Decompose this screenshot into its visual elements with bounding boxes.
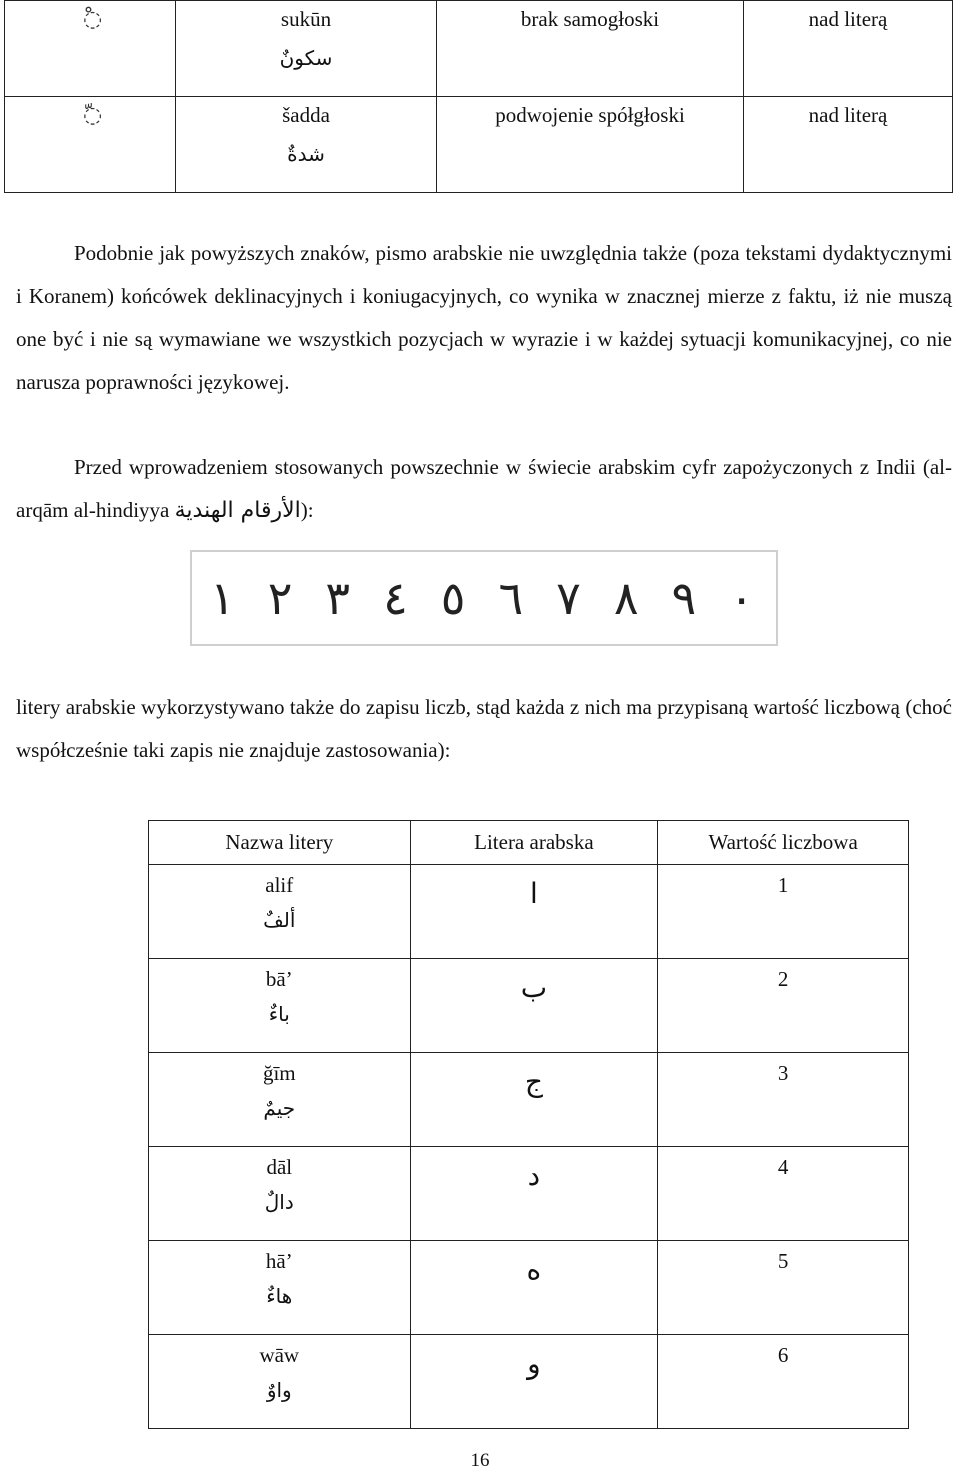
letter-name: hāʼ (265, 1249, 293, 1273)
table-header-row (149, 821, 909, 865)
sukun-symbol: ◌ْ (83, 7, 103, 32)
arabic-letter: و (527, 1347, 541, 1380)
diacritic-name: sukūn (280, 7, 332, 31)
letter-cell (410, 1053, 658, 1147)
table-row (149, 1147, 909, 1241)
table-row (149, 959, 909, 1053)
letter-name-arabic: جيمٌ (263, 1096, 296, 1120)
numeric-value: 2 (777, 967, 789, 991)
letter-name-arabic: ألفٌ (263, 908, 296, 932)
name-cell (149, 959, 411, 1053)
diacritic-position: nad literą (808, 7, 888, 31)
letter-name-arabic: هاءٌ (266, 1284, 293, 1308)
diacritic-description: brak samogłoski (520, 7, 660, 31)
numeric-value: 3 (777, 1061, 789, 1085)
numeric-value: 6 (777, 1343, 789, 1367)
diacritic-name: šadda (282, 103, 330, 127)
letter-name-arabic: باءٌ (268, 1002, 290, 1026)
diacritics-table (4, 0, 953, 193)
arabic-term: الأرقام الهندية (174, 498, 301, 523)
name-cell (149, 1147, 411, 1241)
digit-three: ٣ (325, 571, 351, 625)
letter-cell (410, 1147, 658, 1241)
digit-seven: ٧ (556, 571, 581, 625)
digit-zero: ٠ (729, 571, 754, 625)
value-cell (658, 865, 909, 959)
arabic-letter: ه (526, 1253, 542, 1286)
value-cell (658, 1053, 909, 1147)
value-cell (658, 1335, 909, 1429)
letter-values-table (148, 820, 909, 1429)
position-cell (744, 1, 953, 97)
digit-eight: ٨ (613, 571, 639, 625)
letter-cell (410, 865, 658, 959)
letter-name: bāʼ (265, 967, 293, 991)
paragraph-numerals (16, 446, 952, 532)
letter-name: wāw (259, 1343, 300, 1367)
table-row (149, 1241, 909, 1335)
letter-name: dāl (266, 1155, 293, 1179)
name-cell (149, 1335, 411, 1429)
digit-six: ٦ (498, 571, 524, 625)
paragraph-letter-values: litery arabskie wykorzystywano także do zapisu liczb, stąd każda z nich ma przypisaną wartość liczbową (choć współcześnie taki zapis nie znajduje zastosowania): (16, 695, 952, 762)
numeric-value: 1 (777, 873, 789, 897)
diacritic-name-arabic: شدةٌ (287, 142, 325, 166)
position-cell (744, 97, 953, 193)
paragraph-text-before: Przed wprowadzeniem stosowanych powszechnie w świecie arabskim cyfr zapożyczonych z Indii (al-arqām al-hindiyya (16, 455, 952, 522)
diacritic-name-arabic: سكونٌ (279, 46, 333, 70)
header-letter-name: Nazwa litery (149, 821, 411, 865)
name-cell (149, 865, 411, 959)
table-row (149, 1053, 909, 1147)
symbol-cell (5, 97, 176, 193)
value-cell (658, 959, 909, 1053)
arabic-letter: ا (530, 877, 538, 910)
letter-cell (410, 1241, 658, 1335)
table-row (5, 97, 953, 193)
table-row (149, 1335, 909, 1429)
diacritic-description: podwojenie spółgłoski (495, 103, 685, 127)
paragraph-endings: Podobnie jak powyższych znaków, pismo arabskie nie uwzględnia także (poza tekstami dydaktycznymi i Koranem) końcówek deklinacyjnych i koniugacyjnych, co wynika w znacznej mierze z faktu, iż nie muszą one być i nie są wymawiane we wszystkich pozycjach w wyrazie i w każdej sytuacji komunikacyjnej, co nie narusza poprawności językowej. (16, 241, 952, 394)
name-cell (176, 97, 437, 193)
arabic-letter: د (527, 1159, 541, 1192)
arabic-letter: ب (520, 971, 548, 1004)
header-arabic-letter: Litera arabska (410, 821, 658, 865)
value-cell (658, 1147, 909, 1241)
letter-cell (410, 959, 658, 1053)
letter-cell (410, 1335, 658, 1429)
description-cell (437, 1, 744, 97)
table-row (5, 1, 953, 97)
digit-five: ٥ (440, 571, 466, 625)
numeric-value: 5 (777, 1249, 789, 1273)
symbol-cell (5, 1, 176, 97)
letter-name: alif (265, 873, 294, 897)
letter-name-arabic: واوٌ (266, 1378, 292, 1402)
diacritic-position: nad literą (808, 103, 888, 127)
name-cell (149, 1241, 411, 1335)
digit-nine: ٩ (671, 571, 697, 625)
paragraph-text-after: ): (300, 498, 314, 522)
arabic-digits-strip (190, 550, 778, 646)
letter-name-arabic: دالٌ (264, 1190, 294, 1214)
digit-one: ١ (210, 571, 235, 625)
letter-name: ğīm (262, 1061, 296, 1085)
arabic-letter: ج (524, 1065, 543, 1098)
digit-two: ٢ (267, 571, 293, 625)
table-row (149, 865, 909, 959)
description-cell (437, 97, 744, 193)
numeric-value: 4 (777, 1155, 789, 1179)
digit-four: ٤ (383, 571, 408, 625)
page-number: 16 (470, 1450, 490, 1471)
header-numeric-value: Wartość liczbowa (658, 821, 909, 865)
name-cell (149, 1053, 411, 1147)
shadda-symbol: ◌ّ (83, 103, 103, 128)
value-cell (658, 1241, 909, 1335)
name-cell (176, 1, 437, 97)
